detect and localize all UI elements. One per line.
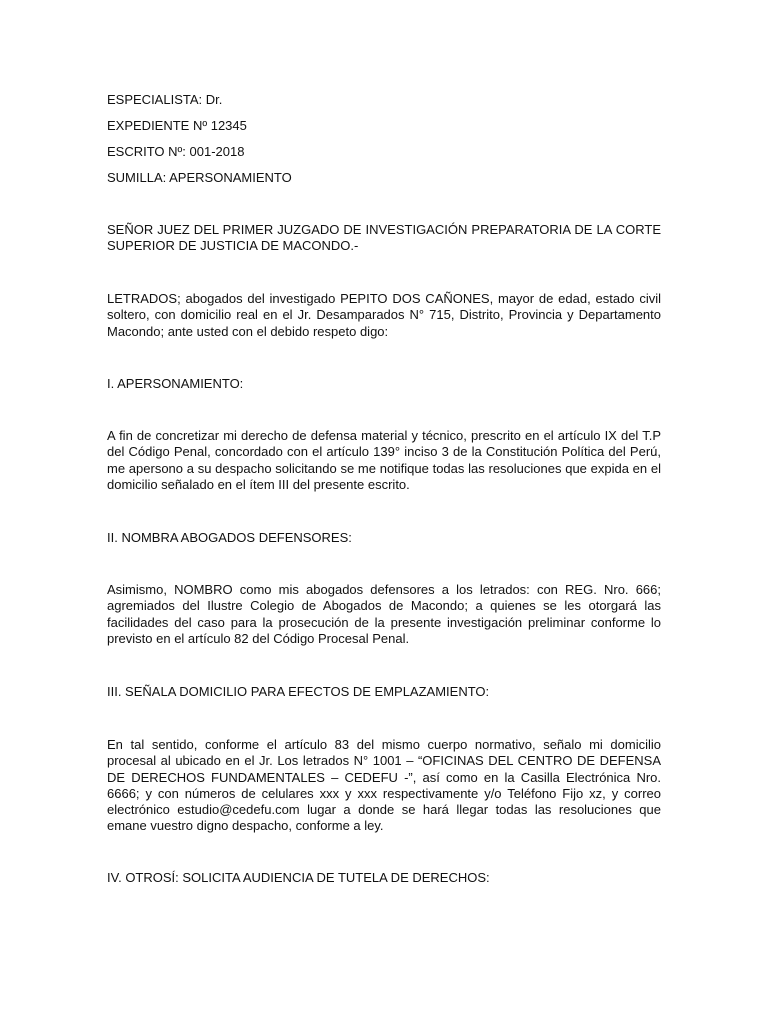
section-heading-apersonamiento: I. APERSONAMIENTO: — [107, 376, 244, 391]
section-heading-otrosi: IV. OTROSÍ: SOLICITA AUDIENCIA DE TUTELA DE DERECHOS: — [107, 870, 490, 885]
section-body-apersonamiento: A fin de concretizar mi derecho de defensa material y técnico, prescrito en el artículo IX del T.P del Código Penal, concordado con el artículo 139° inciso 3 de la Constitución Política del Perú, me apersono a su despacho solicitando se me notifique todas las resoluciones que expida en el domicilio señalado en el ítem III del presente escrito. — [107, 428, 661, 492]
section-heading-abogados: II. NOMBRA ABOGADOS DEFENSORES: — [107, 530, 352, 545]
section-body-abogados: Asimismo, NOMBRO como mis abogados defensores a los letrados: con REG. Nro. 666; agremiados del Ilustre Colegio de Abogados de Macondo; a quienes se les otorgará las facilidades del caso para la prosecución de la presente investigación preliminar conforme lo previsto en el artículo 82 del Código Procesal Penal. — [107, 582, 661, 646]
especialista-line: ESPECIALISTA: Dr. — [107, 92, 223, 107]
intro-paragraph: LETRADOS; abogados del investigado PEPITO DOS CAÑONES, mayor de edad, estado civil soltero, con domicilio real en el Jr. Desamparados N° 715, Distrito, Provincia y Departamento Macondo; ante usted con el debido respeto digo: — [107, 291, 661, 339]
section-heading-domicilio: III. SEÑALA DOMICILIO PARA EFECTOS DE EMPLAZAMIENTO: — [107, 684, 490, 699]
expediente-line: EXPEDIENTE Nº 12345 — [107, 118, 247, 133]
escrito-line: ESCRITO Nº: 001-2018 — [107, 144, 245, 159]
addressee-paragraph: SEÑOR JUEZ DEL PRIMER JUZGADO DE INVESTIGACIÓN PREPARATORIA DE LA CORTE SUPERIOR DE JUSTICIA DE MACONDO.- — [107, 222, 661, 254]
section-body-domicilio: En tal sentido, conforme el artículo 83 del mismo cuerpo normativo, señalo mi domicilio procesal al ubicado en el Jr. Los letrados N° 1001 – “OFICINAS DEL CENTRO DE DEFENSA DE DERECHOS FUNDAMENTALES – CEDEFU -”, así como en la Casilla Electrónica Nro. 6666; y con números de celulares xxx y xxx respectivamente y/o Teléfono Fijo xz, y correo electrónico estudio@cedefu.com lugar a donde se hará llegar todas las resoluciones que emane vuestro digno despacho, conforme a ley. — [107, 737, 661, 834]
sumilla-line: SUMILLA: APERSONAMIENTO — [107, 170, 292, 185]
